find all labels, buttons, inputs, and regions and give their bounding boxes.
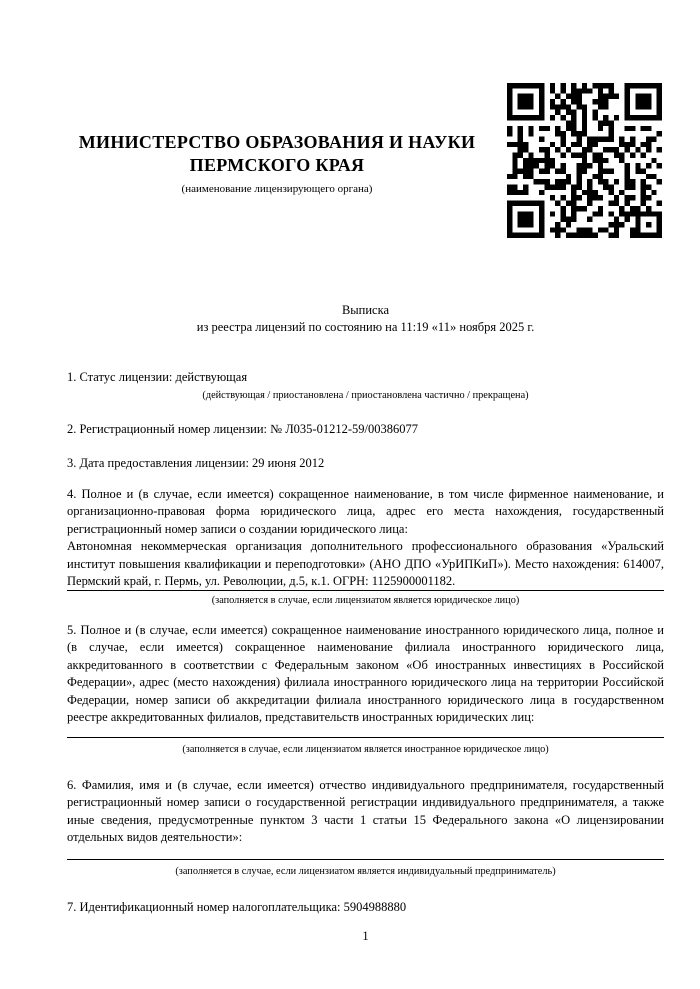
ministry-name-caption: (наименование лицензирующего органа) [181,183,373,195]
item-7-taxpayer-number [67,899,664,916]
item-4-answer: Автономная некоммерческая организация дополнительного профессионального образования «Уральский институт повышения квалификации и переподготовки» (АНО ДПО «УрИПКиП»). Место нахождения: 614007, Пермский край, г. Пермь, ул. Революции, д.5, к.1. ОГРН: 1125900001182. [67,538,664,591]
qr-code-icon [507,83,662,238]
document-title-line2: из реестра лицензий по состоянию на 11:19 «11» ноября 2025 г. [196,320,535,335]
licensing-authority-header [47,131,507,196]
item-5-caption: (заполняется в случае, если лицензиатом является иностранное юридическое лицо) [182,744,549,756]
ministry-name-line1: МИНИСТЕРСТВО ОБРАЗОВАНИЯ И НАУКИ [78,132,476,152]
qr-code [507,83,662,238]
item-5-foreign-entity [67,622,664,756]
item-6-answer-blank-line [67,859,664,860]
item-1-caption: (действующая / приостановлена / приостановлена частично / прекращена) [202,390,529,402]
item-4-caption: (заполняется в случае, если лицензиатом является юридическое лицо) [211,595,520,607]
item-2-registration-number [67,421,664,438]
item-5-question: 5. Полное и (в случае, если имеется) сокращенное наименование иностранного юридического лица, полное и (в случае, если имеется) сокращенное наименование филиала иностранного юридического лица, аккредитованного в соответствии с Федеральным законом «Об иностранных инвестициях в Российской Федерации», адрес (место нахождения) филиала иностранного юридического лица на территории Российской Федерации, номер записи об аккредитации филиала иностранного юридического лица в государственном реестре аккредитованных филиалов, представительств иностранных юридических лиц: [67,623,664,725]
item-3-license-date [67,455,664,472]
item-6-caption: (заполняется в случае, если лицензиатом является индивидуальный предприниматель) [175,865,556,877]
item-1-text: 1. Статус лицензии: действующая [67,370,248,384]
document-title [67,302,664,337]
ministry-name-line2: ПЕРМСКОГО КРАЯ [189,155,365,175]
item-2-text: 2. Регистрационный номер лицензии: № Л035-01212-59/00386077 [67,422,418,436]
page-number: 1 [362,929,369,943]
item-3-text: 3. Дата предоставления лицензии: 29 июня 2012 [67,456,325,470]
item-5-answer-blank-line [67,737,664,738]
item-4-question: 4. Полное и (в случае, если имеется) сокращенное наименование, в том числе фирменное наименование, и организационно-правовая форма юридического лица, адрес его места нахождения, государственный регистрационный номер записи о создании юридического лица: [67,487,664,536]
item-4-legal-entity [67,486,664,607]
item-6-question: 6. Фамилия, имя и (в случае, если имеется) отчество индивидуального предпринимателя, государственный регистрационный номер записи о государственной регистрации индивидуального предпринимателя, а также иные сведения, предусмотренные пунктом 3 части 1 статьи 15 Федерального закона «О лицензировании отдельных видов деятельности»: [67,778,664,845]
item-6-individual-entrepreneur [67,777,664,878]
document-title-line1: Выписка [341,303,390,317]
item-7-text: 7. Идентификационный номер налогоплательщика: 5904988880 [67,900,407,914]
item-1-license-status [67,369,664,402]
